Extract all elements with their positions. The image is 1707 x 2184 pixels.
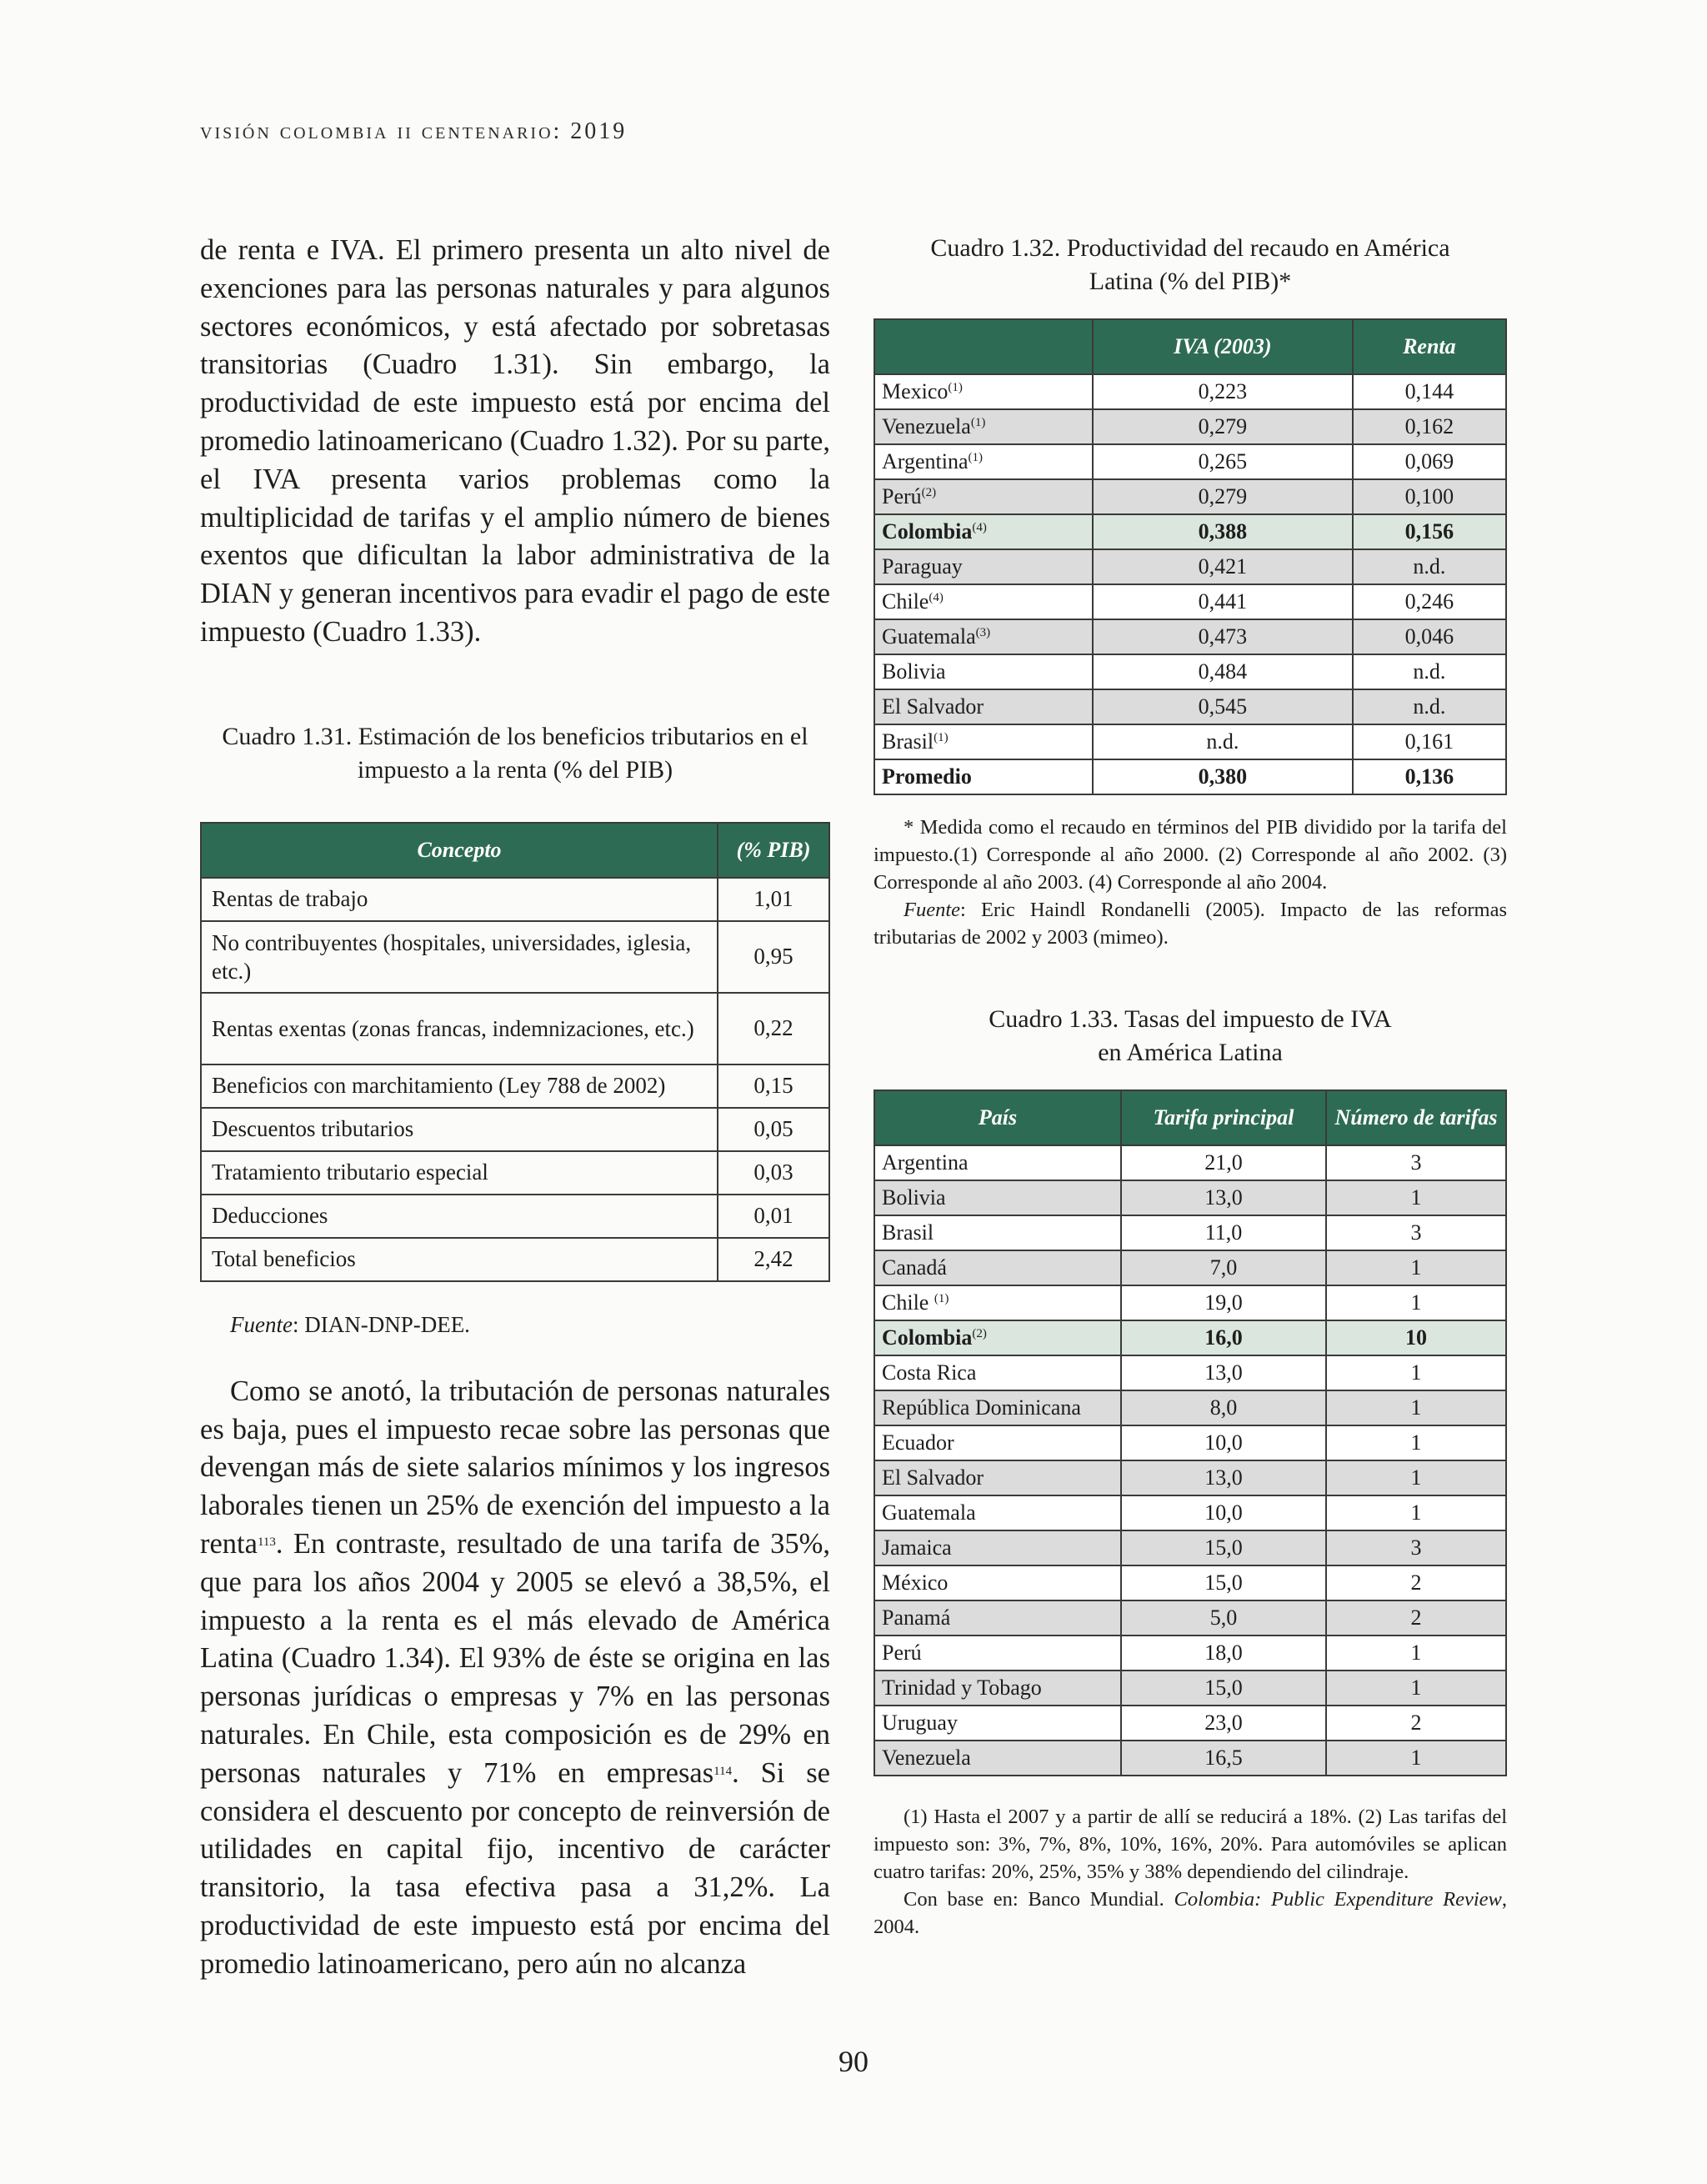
country-name: Panamá bbox=[882, 1605, 951, 1630]
table-row bbox=[874, 549, 1506, 584]
country-cell bbox=[874, 654, 1093, 689]
concepto-cell: Tratamiento tributario especial bbox=[201, 1151, 718, 1195]
table-row bbox=[874, 1671, 1506, 1706]
table-133-source bbox=[874, 1886, 1507, 1941]
paragraph-2-part-2: . En contraste, resultado de una tarifa de 35%, que para los años 2004 y 2005 se elevó a 38,5%, el impuesto a la renta es el más elevado de América Latina (Cuadro 1.34). El 93% de éste se origina en las personas jurídicas o empresas y 7% en las personas naturales. En Chile, esta composición es de 29% en personas naturales y 71% en empresas bbox=[200, 1527, 830, 1789]
country-name: Costa Rica bbox=[882, 1360, 977, 1385]
country-cell bbox=[874, 1565, 1121, 1600]
running-header: visión colombia ii centenario: 2019 bbox=[200, 118, 628, 144]
country-name: Venezuela bbox=[882, 1746, 971, 1770]
tarifa-cell: 10,0 bbox=[1121, 1495, 1326, 1530]
table-row bbox=[201, 1151, 829, 1195]
country-cell bbox=[874, 689, 1093, 724]
note-ref: (2) bbox=[972, 1327, 987, 1340]
concepto-cell: Beneficios con marchitamiento (Ley 788 de 2002) bbox=[201, 1064, 718, 1108]
numero-cell: 1 bbox=[1326, 1460, 1506, 1495]
renta-cell: 0,144 bbox=[1353, 374, 1506, 409]
renta-cell: 0,069 bbox=[1353, 444, 1506, 479]
table-row bbox=[874, 1180, 1506, 1215]
concepto-cell: Descuentos tributarios bbox=[201, 1108, 718, 1151]
country-cell bbox=[874, 1285, 1121, 1320]
tarifa-cell: 19,0 bbox=[1121, 1285, 1326, 1320]
country-cell bbox=[874, 724, 1093, 759]
country-cell bbox=[874, 759, 1093, 794]
tarifa-cell: 5,0 bbox=[1121, 1600, 1326, 1635]
pib-cell: 0,05 bbox=[718, 1108, 829, 1151]
country-name: Mexico bbox=[882, 379, 949, 403]
renta-cell: 0,046 bbox=[1353, 619, 1506, 654]
table-row bbox=[201, 1238, 829, 1281]
country-name: Paraguay bbox=[882, 554, 963, 579]
numero-cell: 2 bbox=[1326, 1565, 1506, 1600]
tarifa-cell: 10,0 bbox=[1121, 1425, 1326, 1460]
numero-cell: 1 bbox=[1326, 1635, 1506, 1671]
country-cell bbox=[874, 1530, 1121, 1565]
table-row bbox=[201, 1108, 829, 1151]
table-row bbox=[874, 1600, 1506, 1635]
renta-cell: 0,246 bbox=[1353, 584, 1506, 619]
tarifa-cell: 18,0 bbox=[1121, 1635, 1326, 1671]
country-name: República Dominicana bbox=[882, 1395, 1081, 1420]
table-132-source bbox=[874, 896, 1507, 951]
table-row bbox=[201, 1064, 829, 1108]
table-row bbox=[874, 654, 1506, 689]
pib-cell: 0,01 bbox=[718, 1195, 829, 1238]
country-name: Argentina bbox=[882, 1150, 969, 1175]
iva-cell: 0,380 bbox=[1093, 759, 1353, 794]
renta-cell: n.d. bbox=[1353, 689, 1506, 724]
table-131 bbox=[200, 822, 830, 1282]
note-ref: (1) bbox=[934, 1292, 949, 1305]
country-name: Ecuador bbox=[882, 1430, 954, 1455]
table-row bbox=[874, 1320, 1506, 1355]
note-ref: (1) bbox=[970, 416, 986, 429]
renta-cell: n.d. bbox=[1353, 549, 1506, 584]
iva-cell: 0,473 bbox=[1093, 619, 1353, 654]
country-cell bbox=[874, 409, 1093, 444]
country-name: Jamaica bbox=[882, 1535, 952, 1560]
country-name: Promedio bbox=[882, 764, 972, 789]
concepto-cell: Rentas de trabajo bbox=[201, 878, 718, 921]
country-name: México bbox=[882, 1570, 949, 1595]
concepto-cell: Total beneficios bbox=[201, 1238, 718, 1281]
concepto-cell: Rentas exentas (zonas francas, indemnizaciones, etc.) bbox=[201, 993, 718, 1064]
table-row bbox=[874, 619, 1506, 654]
paragraph-2-part-3: . Si se considera el descuento por concepto de reinversión de utilidades en capital fijo, incentivo de carácter transitorio, la tasa efectiva pasa a 31,2%. La productividad de este impuesto está por encima del promedio latinoamericano, pero aún no alcanza bbox=[200, 1756, 831, 1980]
note-ref: (4) bbox=[929, 591, 944, 604]
iva-cell: 0,441 bbox=[1093, 584, 1353, 619]
country-cell bbox=[874, 549, 1093, 584]
table-row bbox=[874, 689, 1506, 724]
table-header-blank bbox=[874, 319, 1093, 374]
tarifa-cell: 13,0 bbox=[1121, 1460, 1326, 1495]
country-cell bbox=[874, 444, 1093, 479]
table-row bbox=[874, 444, 1506, 479]
table-row bbox=[874, 1145, 1506, 1180]
country-cell bbox=[874, 619, 1093, 654]
numero-cell: 1 bbox=[1326, 1741, 1506, 1776]
country-name: Canadá bbox=[882, 1255, 947, 1280]
country-cell bbox=[874, 1250, 1121, 1285]
country-name: El Salvador bbox=[882, 694, 984, 719]
iva-cell: 0,545 bbox=[1093, 689, 1353, 724]
table-row bbox=[874, 374, 1506, 409]
table-132-note: * Medida como el recaudo en términos del PIB dividido por la tarifa del impuesto.(1) Corresponde al año 2000. (2) Corresponde al año 2002. (3) Corresponde al año 2003. (4) Corresponde al año 2004. bbox=[874, 816, 1507, 894]
numero-cell: 3 bbox=[1326, 1530, 1506, 1565]
renta-cell: 0,156 bbox=[1353, 514, 1506, 549]
concepto-cell: Deducciones bbox=[201, 1195, 718, 1238]
table-row bbox=[874, 724, 1506, 759]
paragraph-2-part-1: Como se anotó, la tributación de personas naturales es baja, pues el impuesto recae sobre las personas que devengan más de siete salarios mínimos y los ingresos laborales tienen un 25% de exención del impuesto a la renta bbox=[200, 1375, 830, 1560]
source-title: Colombia: Public Expenditure Review bbox=[1174, 1888, 1502, 1911]
page-number: 90 bbox=[838, 2045, 869, 2078]
pib-cell: 1,01 bbox=[718, 878, 829, 921]
country-name: Bolivia bbox=[882, 1185, 946, 1210]
numero-cell: 1 bbox=[1326, 1285, 1506, 1320]
table-133-note: (1) Hasta el 2007 y a partir de allí se reducirá a 18%. (2) Las tarifas del impuesto son: 3%, 7%, 8%, 10%, 16%, 20%. Para automóviles se aplican cuatro tarifas: 20%, 25%, 35% y 38% dependiendo del cilindraje. bbox=[874, 1806, 1507, 1883]
renta-cell: 0,136 bbox=[1353, 759, 1506, 794]
country-name: Perú bbox=[882, 1641, 922, 1665]
country-cell bbox=[874, 1741, 1121, 1776]
table-row bbox=[874, 1565, 1506, 1600]
table-row bbox=[874, 759, 1506, 794]
country-cell bbox=[874, 1495, 1121, 1530]
country-name: Uruguay bbox=[882, 1711, 958, 1735]
iva-cell: 0,223 bbox=[1093, 374, 1353, 409]
table-row bbox=[874, 1460, 1506, 1495]
table-row bbox=[874, 1250, 1506, 1285]
tarifa-cell: 8,0 bbox=[1121, 1390, 1326, 1425]
country-name: Guatemala bbox=[882, 624, 976, 649]
country-cell bbox=[874, 1180, 1121, 1215]
concepto-cell: No contribuyentes (hospitales, universidades, iglesia, etc.) bbox=[201, 921, 718, 993]
numero-cell: 10 bbox=[1326, 1320, 1506, 1355]
country-name: Chile bbox=[882, 1290, 934, 1315]
table-row bbox=[874, 1530, 1506, 1565]
source-label: Fuente bbox=[230, 1311, 293, 1337]
tarifa-cell: 15,0 bbox=[1121, 1530, 1326, 1565]
table-header-pib: (% PIB) bbox=[718, 823, 829, 878]
note-ref: (1) bbox=[968, 451, 983, 464]
left-column bbox=[200, 232, 830, 1984]
country-name: Trinidad y Tobago bbox=[882, 1676, 1042, 1700]
pib-cell: 0,03 bbox=[718, 1151, 829, 1195]
pib-cell: 0,15 bbox=[718, 1064, 829, 1108]
country-cell bbox=[874, 514, 1093, 549]
country-cell bbox=[874, 1145, 1121, 1180]
country-cell bbox=[874, 584, 1093, 619]
tarifa-cell: 23,0 bbox=[1121, 1706, 1326, 1741]
country-cell bbox=[874, 1706, 1121, 1741]
country-name: Guatemala bbox=[882, 1500, 976, 1525]
table-row bbox=[874, 1355, 1506, 1390]
table-row bbox=[874, 1285, 1506, 1320]
country-name: Brasil bbox=[882, 1220, 934, 1245]
country-cell bbox=[874, 1320, 1121, 1355]
note-ref: (4) bbox=[972, 521, 987, 534]
country-cell bbox=[874, 1600, 1121, 1635]
table-133-caption bbox=[874, 1003, 1507, 1069]
table-row bbox=[874, 1706, 1506, 1741]
country-name: Colombia bbox=[882, 1325, 973, 1350]
caption-line-1: Cuadro 1.33. Tasas del impuesto de IVA bbox=[989, 1005, 1392, 1033]
tarifa-cell: 11,0 bbox=[1121, 1215, 1326, 1250]
paragraph-2 bbox=[200, 1373, 830, 1984]
renta-cell: 0,161 bbox=[1353, 724, 1506, 759]
table-132-caption: Cuadro 1.32. Productividad del recaudo en América Latina (% del PIB)* bbox=[930, 234, 1450, 295]
numero-cell: 1 bbox=[1326, 1495, 1506, 1530]
table-row bbox=[874, 1635, 1506, 1671]
table-header-numero: Número de tarifas bbox=[1326, 1090, 1506, 1145]
iva-cell: 0,279 bbox=[1093, 479, 1353, 514]
table-header-concepto: Concepto bbox=[201, 823, 718, 878]
paragraph-1: de renta e IVA. El primero presenta un alto nivel de exenciones para las personas naturales y para algunos sectores económicos, y está afectado por sobretasas transitorias (Cuadro 1.31). Sin embargo, la productividad de este impuesto está por encima del promedio latinoamericano (Cuadro 1.32). Por su parte, el IVA presenta varios problemas como la multiplicidad de tarifas y el amplio número de bienes exentos que dificultan la labor administrativa de la DIAN y generan incentivos para evadir el pago de este impuesto (Cuadro 1.33). bbox=[200, 234, 830, 648]
country-name: El Salvador bbox=[882, 1465, 984, 1490]
table-row bbox=[874, 1495, 1506, 1530]
source-suffix: , 2004. bbox=[874, 1888, 1507, 1938]
renta-cell: 0,162 bbox=[1353, 409, 1506, 444]
iva-cell: 0,265 bbox=[1093, 444, 1353, 479]
numero-cell: 2 bbox=[1326, 1706, 1506, 1741]
table-row bbox=[201, 993, 829, 1064]
table-row bbox=[874, 584, 1506, 619]
numero-cell: 1 bbox=[1326, 1355, 1506, 1390]
tarifa-cell: 21,0 bbox=[1121, 1145, 1326, 1180]
tarifa-cell: 16,0 bbox=[1121, 1320, 1326, 1355]
tarifa-cell: 13,0 bbox=[1121, 1355, 1326, 1390]
table-header-tarifa: Tarifa principal bbox=[1121, 1090, 1326, 1145]
country-name: Venezuela bbox=[882, 414, 971, 438]
tarifa-cell: 15,0 bbox=[1121, 1565, 1326, 1600]
renta-cell: n.d. bbox=[1353, 654, 1506, 689]
iva-cell: n.d. bbox=[1093, 724, 1353, 759]
country-name: Chile bbox=[882, 589, 929, 614]
table-row bbox=[201, 1195, 829, 1238]
numero-cell: 3 bbox=[1326, 1215, 1506, 1250]
note-ref: (3) bbox=[975, 626, 991, 639]
table-header-renta: Renta bbox=[1353, 319, 1506, 374]
country-name: Colombia bbox=[882, 519, 973, 543]
tarifa-cell: 13,0 bbox=[1121, 1180, 1326, 1215]
table-row bbox=[874, 1215, 1506, 1250]
source-label: Fuente bbox=[904, 899, 961, 921]
country-cell bbox=[874, 479, 1093, 514]
right-column bbox=[874, 232, 1507, 1941]
country-cell bbox=[874, 1390, 1121, 1425]
iva-cell: 0,388 bbox=[1093, 514, 1353, 549]
note-ref: (1) bbox=[934, 731, 949, 744]
table-row bbox=[201, 878, 829, 921]
pib-cell: 2,42 bbox=[718, 1238, 829, 1281]
country-cell bbox=[874, 1215, 1121, 1250]
country-cell bbox=[874, 1671, 1121, 1706]
table-131-caption: Cuadro 1.31. Estimación de los beneficios tributarios en el impuesto a la renta (% del PIB) bbox=[222, 722, 808, 784]
tarifa-cell: 15,0 bbox=[1121, 1671, 1326, 1706]
numero-cell: 2 bbox=[1326, 1600, 1506, 1635]
table-133 bbox=[874, 1089, 1507, 1776]
country-name: Bolivia bbox=[882, 659, 946, 684]
pib-cell: 0,22 bbox=[718, 993, 829, 1064]
table-row bbox=[874, 1741, 1506, 1776]
source-prefix: Con base en: Banco Mundial. bbox=[904, 1888, 1174, 1911]
table-row bbox=[874, 1390, 1506, 1425]
pib-cell: 0,95 bbox=[718, 921, 829, 993]
table-132 bbox=[874, 318, 1507, 795]
table-row bbox=[874, 514, 1506, 549]
country-cell bbox=[874, 1460, 1121, 1495]
country-cell bbox=[874, 1425, 1121, 1460]
note-ref: (1) bbox=[948, 381, 963, 394]
country-name: Argentina bbox=[882, 449, 969, 473]
tarifa-cell: 7,0 bbox=[1121, 1250, 1326, 1285]
iva-cell: 0,421 bbox=[1093, 549, 1353, 584]
table-row bbox=[874, 479, 1506, 514]
country-cell bbox=[874, 1635, 1121, 1671]
iva-cell: 0,279 bbox=[1093, 409, 1353, 444]
numero-cell: 1 bbox=[1326, 1425, 1506, 1460]
source-text: : Eric Haindl Rondanelli (2005). Impacto de las reformas tributarias de 2002 y 2003 (mimeo). bbox=[874, 899, 1507, 949]
table-row bbox=[874, 409, 1506, 444]
numero-cell: 1 bbox=[1326, 1671, 1506, 1706]
numero-cell: 1 bbox=[1326, 1250, 1506, 1285]
tarifa-cell: 16,5 bbox=[1121, 1741, 1326, 1776]
footnote-ref-114: 114 bbox=[713, 1764, 733, 1778]
note-ref: (2) bbox=[921, 486, 937, 499]
table-131-source bbox=[200, 1312, 830, 1338]
iva-cell: 0,484 bbox=[1093, 654, 1353, 689]
caption-line-2: en América Latina bbox=[1098, 1039, 1283, 1066]
country-name: Brasil bbox=[882, 729, 934, 754]
country-cell bbox=[874, 374, 1093, 409]
source-text: : DIAN-DNP-DEE. bbox=[292, 1311, 470, 1337]
table-header-iva: IVA (2003) bbox=[1093, 319, 1353, 374]
numero-cell: 3 bbox=[1326, 1145, 1506, 1180]
country-name: Perú bbox=[882, 484, 922, 508]
country-cell bbox=[874, 1355, 1121, 1390]
footnote-ref-113: 113 bbox=[257, 1535, 276, 1549]
numero-cell: 1 bbox=[1326, 1180, 1506, 1215]
table-header-pais: País bbox=[874, 1090, 1121, 1145]
table-row bbox=[874, 1425, 1506, 1460]
numero-cell: 1 bbox=[1326, 1390, 1506, 1425]
table-row bbox=[201, 921, 829, 993]
renta-cell: 0,100 bbox=[1353, 479, 1506, 514]
